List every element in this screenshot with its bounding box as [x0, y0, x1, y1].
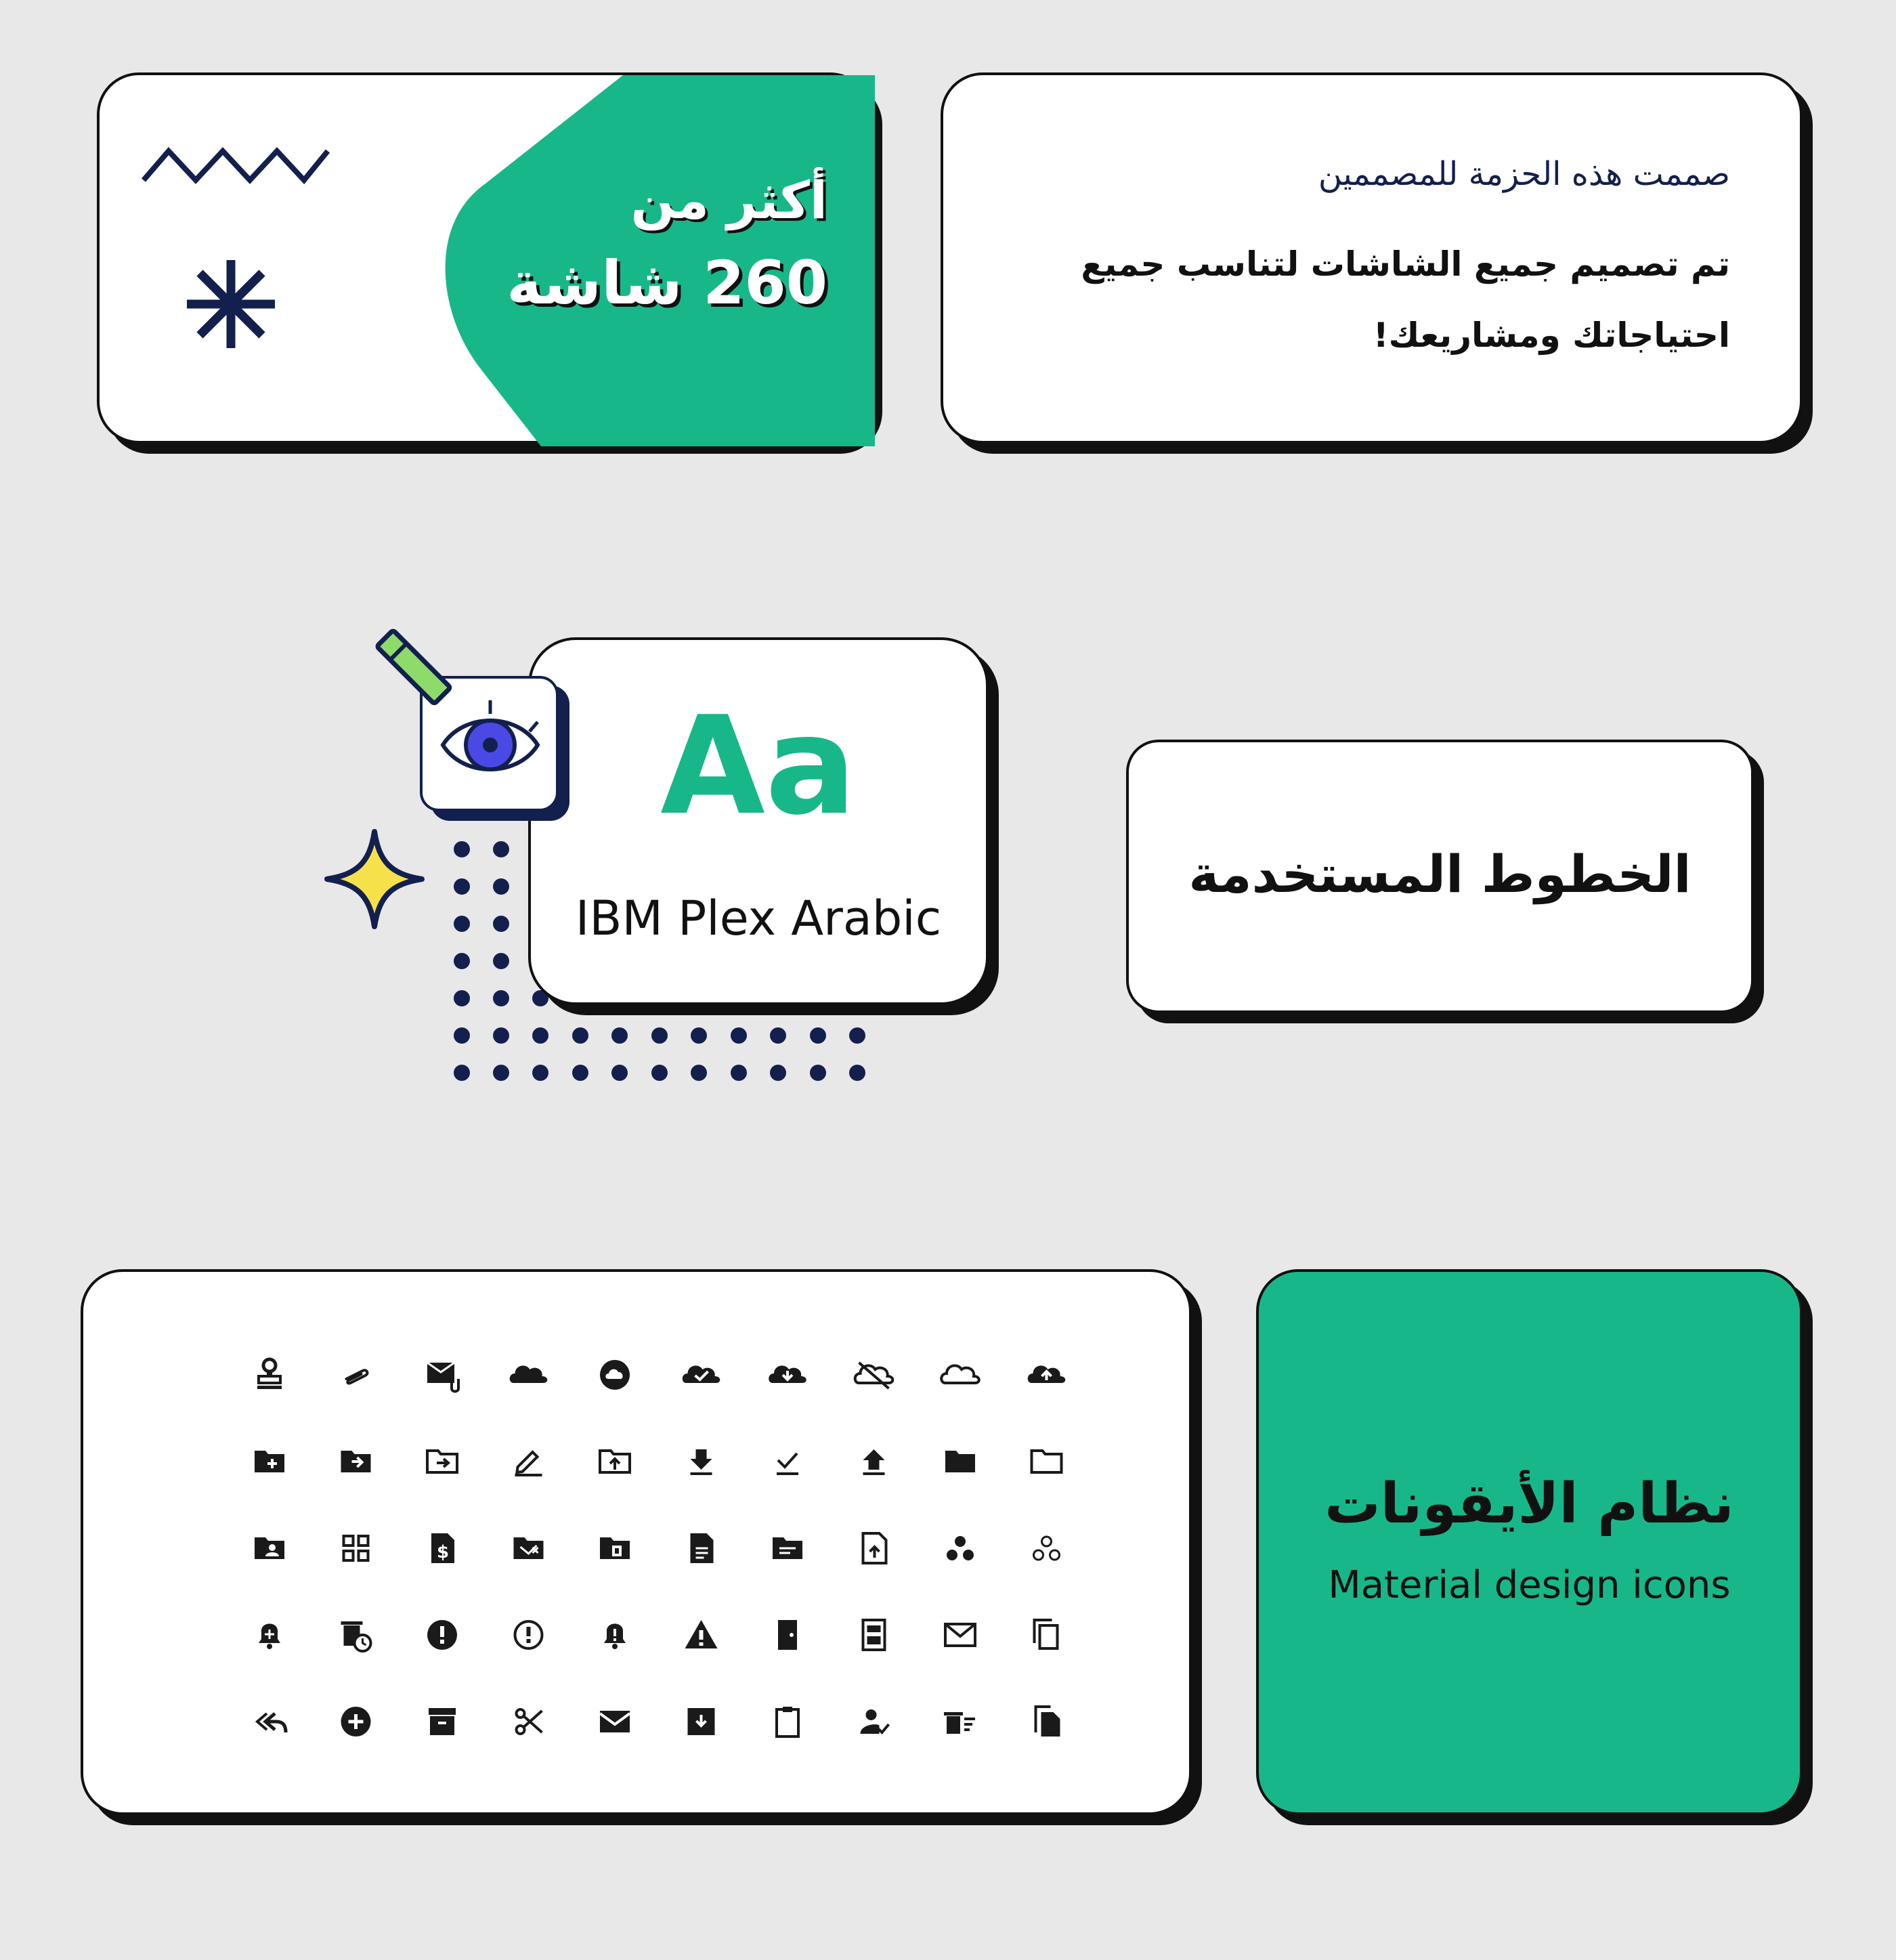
email-attach-icon — [427, 1363, 458, 1392]
fonts-used-title: الخطوط المستخدمة — [1188, 844, 1692, 904]
attachment-icon — [347, 1370, 368, 1383]
workspaces-icon — [947, 1536, 974, 1560]
download-icon — [691, 1449, 712, 1475]
folder-upload-icon — [600, 1451, 630, 1472]
how-to-reg-icon — [861, 1709, 889, 1734]
clipboard-icon — [777, 1707, 798, 1737]
intro-body-line-1: تم تصميم جميع الشاشات لتناسب جميع — [1081, 244, 1730, 284]
mail-icon — [600, 1711, 630, 1732]
error-icon — [427, 1620, 457, 1650]
folder-doc-icon — [600, 1537, 630, 1559]
cloud-upload-icon — [1028, 1365, 1066, 1383]
font-sample-card — [528, 637, 989, 1005]
content-cut-icon — [517, 1709, 542, 1734]
grid-view-icon — [344, 1536, 368, 1560]
icon-grid: $ — [83, 1272, 1194, 1818]
upload-icon — [863, 1449, 885, 1475]
font-sample-name: IBM Plex Arabic — [575, 891, 942, 946]
archive-icon — [429, 1708, 456, 1735]
done-line-icon — [777, 1453, 798, 1475]
font-sample-glyphs: Aa — [660, 687, 857, 845]
file-upload-icon — [863, 1533, 886, 1563]
edit-line-icon — [515, 1452, 542, 1476]
folder-add-icon — [255, 1451, 284, 1472]
intro-body-line-2: احتياجاتك ومشاريعك! — [1373, 316, 1730, 355]
pencil-icon — [371, 624, 459, 712]
document-icon — [691, 1533, 714, 1563]
request-quote-icon — [431, 1533, 454, 1563]
warning-icon — [685, 1620, 718, 1648]
folder-delete-icon — [514, 1537, 544, 1559]
sparkle-star-icon — [324, 828, 425, 930]
icon-grid-card — [77, 1266, 1192, 1815]
cloud-outline-icon — [941, 1365, 979, 1383]
delete-clock-icon — [341, 1621, 371, 1651]
icon-system-title: نظام الأيقونات — [1324, 1472, 1734, 1536]
icon-system-subtitle: Material design icons — [1328, 1563, 1731, 1607]
workspaces-outline-icon — [1034, 1537, 1060, 1560]
error-outline-icon — [515, 1621, 542, 1648]
folder-forward-icon — [341, 1451, 371, 1472]
stamp-icon — [257, 1359, 282, 1389]
add-circle-icon — [341, 1707, 371, 1737]
cloud-icon — [510, 1365, 548, 1383]
folder-shared-icon — [255, 1537, 284, 1559]
move-to-inbox-icon — [688, 1708, 715, 1735]
folder-text-icon — [773, 1537, 802, 1559]
reply-all-icon — [257, 1713, 286, 1732]
notification-important-icon — [604, 1624, 626, 1650]
add-alert-icon — [259, 1624, 280, 1650]
door-icon — [778, 1620, 797, 1650]
intro-subtitle: صممت هذه الحزمة للمصممين — [1318, 155, 1730, 193]
icon-system-card — [1256, 1269, 1803, 1815]
folder-outline-icon — [1032, 1451, 1062, 1472]
cloud-circle-icon — [600, 1360, 630, 1390]
calculator-icon — [863, 1620, 885, 1650]
file-copy-icon — [1036, 1707, 1060, 1737]
stats-line-1: أكثر من — [630, 170, 827, 230]
cloud-done-icon — [683, 1365, 720, 1383]
intro-card — [941, 72, 1803, 444]
cloud-off-icon — [855, 1363, 893, 1388]
stats-line-2: 260 شاشة — [507, 248, 827, 318]
folder-icon — [945, 1451, 975, 1472]
delete-sweep-icon — [944, 1712, 975, 1734]
folder-move-icon — [427, 1451, 457, 1472]
fonts-used-card — [1126, 740, 1754, 1013]
copy-icon — [1035, 1620, 1058, 1648]
mail-outline-icon — [945, 1624, 975, 1646]
cloud-download-icon — [769, 1365, 806, 1383]
